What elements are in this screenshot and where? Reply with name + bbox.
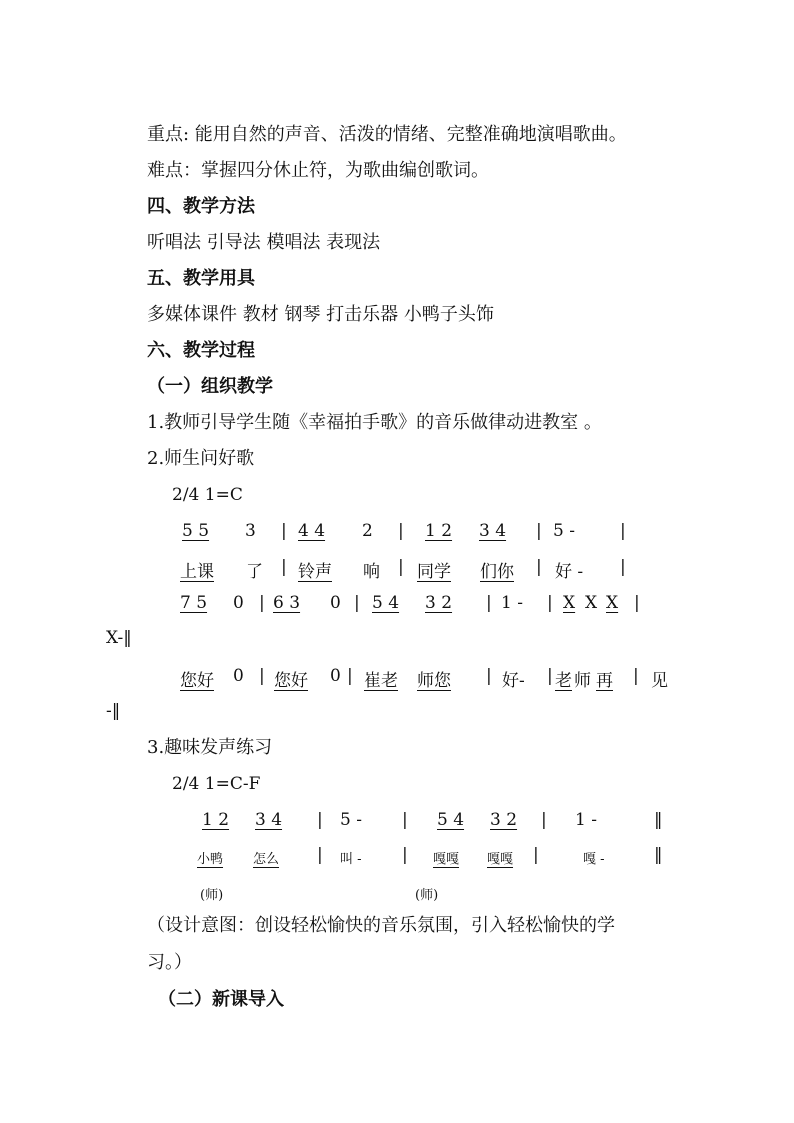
role-label: (师) xyxy=(415,888,439,903)
bar-line: | xyxy=(536,521,542,541)
lyric: 怎么 xyxy=(253,852,280,867)
note-group: 5 - xyxy=(340,810,362,830)
bar-line: | xyxy=(633,666,639,686)
bar-line: | xyxy=(547,593,553,613)
bar-line: | xyxy=(259,593,265,613)
bar-line: | xyxy=(398,521,404,541)
section-title-process: 六、教学过程 xyxy=(147,340,255,361)
bar-line: | xyxy=(541,810,547,830)
lyric: 铃声 xyxy=(298,562,332,582)
bar-line: | xyxy=(347,666,353,686)
score-row-wrap: -‖ xyxy=(106,701,121,721)
bar-line: | xyxy=(281,521,287,541)
note-group: 1 2 xyxy=(425,521,453,541)
lyric: 再 xyxy=(596,671,613,691)
note-group: 2 xyxy=(362,521,373,541)
note-group: 1 - xyxy=(575,810,597,830)
subsection-title-intro: （二）新课导入 xyxy=(158,989,284,1010)
final-bar-line: ‖ xyxy=(654,810,663,830)
tools-list: 多媒体课件 教材 钢琴 打击乐器 小鸭子头饰 xyxy=(147,304,494,325)
lyric: 嘎嘎 xyxy=(487,852,514,867)
bar-line: | xyxy=(402,810,408,830)
bar-line: | xyxy=(259,666,265,686)
final-bar-line: ‖ xyxy=(654,845,663,865)
lyric: 响 xyxy=(363,562,380,582)
note-group: 3 2 xyxy=(425,593,453,613)
bar-line: | xyxy=(317,845,323,865)
lyric: 师您 xyxy=(417,671,451,691)
lyric: 见 xyxy=(651,671,668,691)
bar-line: | xyxy=(547,666,553,686)
bar-line: | xyxy=(620,557,626,577)
section-title-tools: 五、教学用具 xyxy=(147,268,255,289)
note-group: 3 4 xyxy=(255,810,283,830)
song-meter-key: 2/4 1=C xyxy=(172,485,243,505)
note-group: X xyxy=(585,593,598,613)
bar-line: | xyxy=(281,557,287,577)
note-group: 6 3 xyxy=(273,593,301,613)
step-3-text: 3.趣味发声练习 xyxy=(147,737,273,758)
bar-line: | xyxy=(620,521,626,541)
note-group: 5 4 xyxy=(372,593,400,613)
role-label: (师) xyxy=(200,888,224,903)
note-group: 0 xyxy=(233,593,244,613)
subsection-title-organize: （一）组织教学 xyxy=(147,376,273,397)
note-group: 3 xyxy=(245,521,256,541)
lyric: 老 xyxy=(555,671,572,691)
lyric: 同学 xyxy=(417,562,451,582)
bar-line: | xyxy=(317,810,323,830)
note-group: X xyxy=(563,593,576,613)
score-row-wrap: X-‖ xyxy=(106,628,132,648)
song-meter-key: 2/4 1=C-F xyxy=(172,774,261,794)
note-group: 0 xyxy=(330,593,341,613)
note-group: 5 - xyxy=(553,521,575,541)
note-group: 3 2 xyxy=(490,810,518,830)
bar-line: | xyxy=(536,557,542,577)
bar-line: | xyxy=(486,666,492,686)
note-group: 5 5 xyxy=(182,521,210,541)
bar-line: | xyxy=(354,593,360,613)
bar-line: | xyxy=(486,593,492,613)
lyric: 嘎嘎 xyxy=(433,852,460,867)
difficulty-line: 难点：掌握四分休止符，为歌曲编创歌词。 xyxy=(147,160,489,181)
section-title-methods: 四、教学方法 xyxy=(147,196,255,217)
lyric: 小鸭 xyxy=(197,852,224,867)
key-point-line: 重点: 能用自然的声音、活泼的情绪、完整准确地演唱歌曲。 xyxy=(147,124,627,145)
lyric: 上课 xyxy=(180,562,214,582)
step-2-text: 2.师生问好歌 xyxy=(147,448,255,469)
lyric: 0 xyxy=(233,666,244,686)
note-group: 1 - xyxy=(501,593,523,613)
note-group: 5 4 xyxy=(437,810,465,830)
lyric: 了 xyxy=(246,562,263,582)
bar-line: | xyxy=(634,593,640,613)
note-group: 3 4 xyxy=(479,521,507,541)
design-intent-line-2: 习。） xyxy=(147,952,192,973)
note-group: 4 4 xyxy=(298,521,326,541)
lyric: 崔老 xyxy=(364,671,398,691)
lyric: 好 - xyxy=(555,562,584,582)
lyric: 好- xyxy=(502,671,525,691)
lyric: 您好 xyxy=(180,671,214,691)
lyric: 们你 xyxy=(480,562,514,582)
lyric: 叫 - xyxy=(340,852,362,867)
note-group: 1 2 xyxy=(202,810,230,830)
bar-line: | xyxy=(533,845,539,865)
lyric: 师 xyxy=(574,671,591,691)
bar-line: | xyxy=(398,557,404,577)
step-1-text: 1.教师引导学生随《幸福拍手歌》的音乐做律动进教室 。 xyxy=(147,412,602,433)
lyric: 您好 xyxy=(274,671,308,691)
methods-list: 听唱法 引导法 模唱法 表现法 xyxy=(147,232,381,253)
lyric: 嘎 - xyxy=(583,852,605,867)
bar-line: | xyxy=(402,845,408,865)
note-group: X xyxy=(606,593,619,613)
note-group: 7 5 xyxy=(180,593,208,613)
design-intent-line-1: （设计意图：创设轻松愉快的音乐氛围，引入轻松愉快的学 xyxy=(147,915,615,936)
lyric: 0 xyxy=(330,666,341,686)
